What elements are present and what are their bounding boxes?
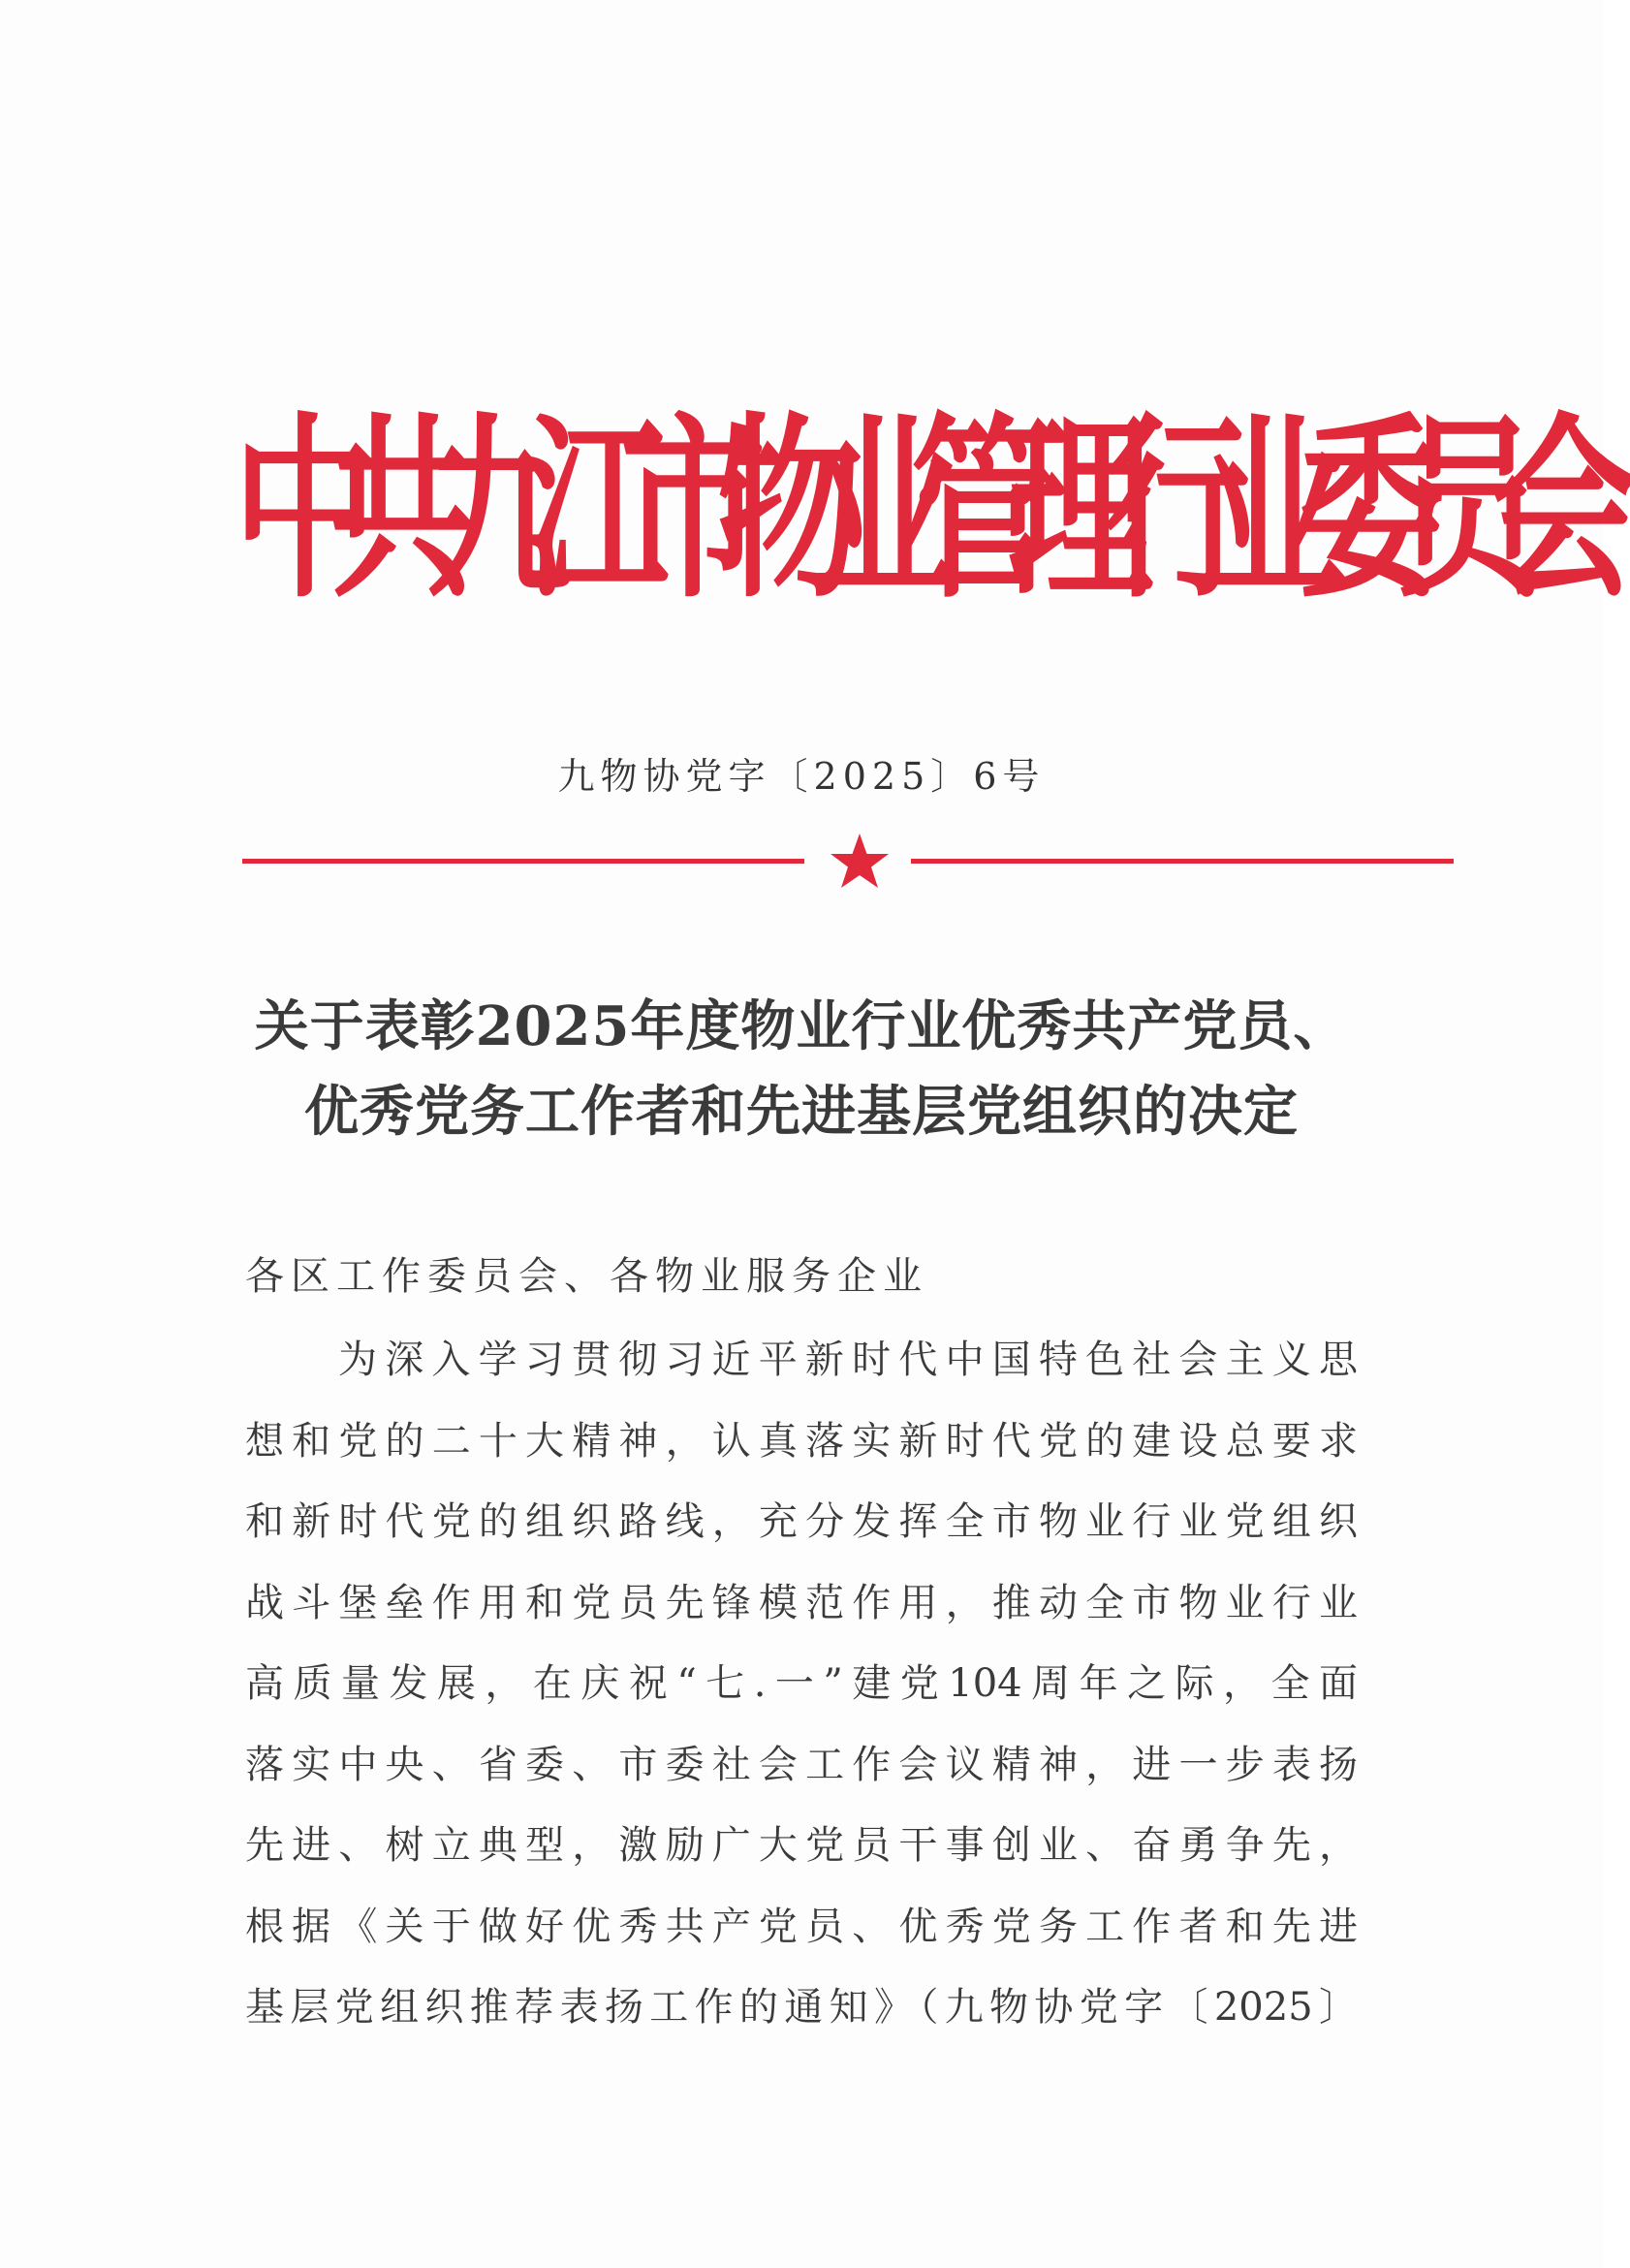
masthead-char: 业 xyxy=(1202,396,1340,625)
body-line: 落实中央、省委、市委社会工作会议精神，进一步表扬 xyxy=(245,1742,1358,1787)
masthead-char: 委 xyxy=(1299,396,1437,625)
star-icon xyxy=(828,832,892,892)
body-line: 战斗堡垒作用和党员先锋模范作用，推动全市物业行业 xyxy=(245,1580,1358,1625)
body-paragraph xyxy=(245,1320,1358,2049)
document-title xyxy=(0,984,1603,1154)
body-line: 和新时代党的组织路线，充分发挥全市物业行业党组织 xyxy=(245,1499,1358,1544)
body-line: 基层党组织推荐表扬工作的通知》（九物协党字〔2025〕 xyxy=(245,1985,1358,2030)
document-number: 九物协党字〔2025〕6号 xyxy=(557,755,1046,798)
masthead-char: 物 xyxy=(717,396,856,625)
masthead-char: 中 xyxy=(233,396,371,625)
masthead-char: 市 xyxy=(620,396,759,625)
masthead-char: 会 xyxy=(1492,396,1630,625)
addressee: 各区工作委员会、各物业服务企业 xyxy=(245,1254,928,1299)
body-line: 高质量发展，在庆祝“七.一”建党104周年之际，全面 xyxy=(245,1661,1358,1706)
document-title-line-2: 优秀党务工作者和先进基层党组织的决定 xyxy=(304,1080,1299,1144)
masthead-char: 员 xyxy=(1395,396,1534,625)
body-line: 为深入学习贯彻习近平新时代中国特色社会主义思 xyxy=(338,1338,1358,1382)
divider-line-right xyxy=(911,859,1454,864)
masthead-char: 江 xyxy=(523,396,662,625)
document-title-line-1: 关于表彰2025年度物业行业优秀共产党员、 xyxy=(254,994,1349,1058)
masthead-char: 理 xyxy=(1008,396,1146,625)
masthead-org-name xyxy=(233,349,1630,637)
masthead-char: 行 xyxy=(1105,396,1243,625)
body-line: 先进、树立典型，激励广大党员干事创业、奋勇争先， xyxy=(245,1823,1358,1868)
body-line: 想和党的二十大精神，认真落实新时代党的建设总要求 xyxy=(245,1418,1358,1464)
masthead-char: 九 xyxy=(426,396,565,625)
red-divider xyxy=(242,832,1454,890)
masthead-char: 业 xyxy=(814,396,953,625)
masthead-char: 管 xyxy=(911,396,1050,625)
masthead-char: 共 xyxy=(329,396,468,625)
body-line: 根据《关于做好优秀共产党员、优秀党务工作者和先进 xyxy=(245,1904,1358,1949)
divider-line-left xyxy=(242,859,804,864)
